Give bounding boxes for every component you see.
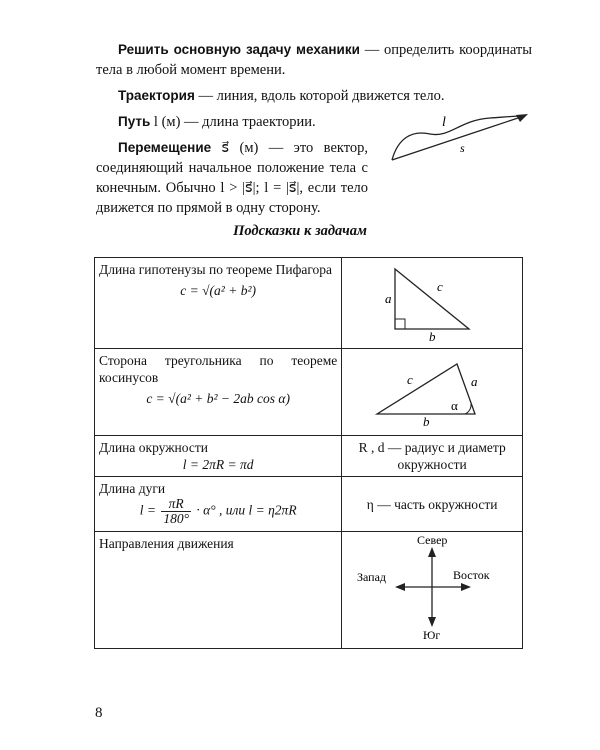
pythagoras-cell bbox=[95, 258, 342, 349]
arrow-east bbox=[461, 583, 471, 591]
page-number: 8 bbox=[95, 705, 103, 721]
label-east: Восток bbox=[453, 568, 490, 582]
right-triangle-figure bbox=[357, 261, 507, 341]
paragraph-mechanics-task: Решить основную задачу механики — определить координаты тела в любой момент времени. bbox=[96, 42, 532, 78]
arc-fraction bbox=[161, 497, 191, 526]
circumference-text: Длина окружности bbox=[99, 440, 208, 455]
hints-table bbox=[94, 257, 523, 649]
trajectory-label-l: l bbox=[442, 115, 446, 130]
label-north: Север bbox=[417, 535, 448, 547]
cosines-formula: c = √(a² + b² − 2ab cos α) bbox=[146, 391, 290, 406]
row-directions bbox=[95, 532, 523, 649]
arc-formula bbox=[99, 497, 337, 526]
pythagoras-formula: c = √(a² + b²) bbox=[180, 283, 256, 298]
pythagoras-text: Длина гипотенузы по теореме Пифагора bbox=[99, 262, 333, 277]
label-south: Юг bbox=[423, 628, 441, 641]
arc-fraction-numerator: πR bbox=[161, 497, 191, 512]
cosines-figure-cell bbox=[342, 349, 523, 436]
paragraph-trajectory: Траектория — линия, вдоль которой движется тело. bbox=[118, 88, 445, 104]
label-west: Запад bbox=[357, 570, 387, 584]
label-c: c bbox=[407, 372, 413, 387]
directions-text: Направления движения bbox=[99, 536, 234, 551]
circumference-note: R , d — радиус и диаметр окружности bbox=[358, 440, 506, 472]
cosines-text: Сторона треугольника по теореме косинусов bbox=[99, 353, 338, 385]
label-b: b bbox=[423, 414, 430, 428]
right-triangle bbox=[395, 269, 469, 329]
angle-alpha-arc bbox=[465, 404, 471, 414]
arc-cell bbox=[95, 477, 342, 532]
displacement-vector bbox=[392, 116, 524, 160]
label-a: a bbox=[385, 291, 392, 306]
hints-table-title: Подсказки к задачам bbox=[233, 223, 367, 239]
label-c: c bbox=[437, 279, 443, 294]
row-circumference bbox=[95, 436, 523, 477]
vector-arrowhead bbox=[516, 114, 528, 122]
row-arc bbox=[95, 477, 523, 532]
compass-figure bbox=[357, 535, 507, 641]
oblique-triangle bbox=[377, 364, 475, 414]
cosines-cell bbox=[95, 349, 342, 436]
pythagoras-figure-cell bbox=[342, 258, 523, 349]
row-cosines bbox=[95, 349, 523, 436]
trajectory-label-s: s⃗ bbox=[460, 141, 475, 155]
label-alpha: α bbox=[451, 398, 458, 413]
right-angle-mark bbox=[395, 319, 405, 329]
paragraph-path: Путь l (м) — длина траектории. bbox=[118, 114, 316, 130]
circumference-right-cell bbox=[342, 436, 523, 477]
arc-formula-prefix: l = bbox=[139, 502, 156, 518]
directions-cell bbox=[95, 532, 342, 649]
arc-formula-suffix: · α° , или l = η2πR bbox=[196, 502, 297, 518]
trajectory-diagram bbox=[390, 108, 530, 168]
arrow-south bbox=[428, 617, 436, 627]
oblique-triangle-figure bbox=[357, 352, 507, 428]
compass-cell bbox=[342, 532, 523, 649]
label-a: a bbox=[471, 374, 478, 389]
paragraph-displacement: Перемещение s⃗ (м) — это вектор, соединяющий начальное положение тела с конечным. Обычно l > |s⃗|; l = |s⃗|, если тело движется по прямой в одну сторону. bbox=[96, 140, 368, 216]
arrow-west bbox=[395, 583, 405, 591]
arc-fraction-denominator: 180° bbox=[163, 511, 189, 526]
arc-right-cell bbox=[342, 477, 523, 532]
circumference-cell bbox=[95, 436, 342, 477]
label-b: b bbox=[429, 329, 436, 341]
circumference-formula: l = 2πR = πd bbox=[182, 457, 254, 472]
arc-note: η — часть окружности bbox=[366, 496, 498, 512]
arrow-north bbox=[428, 547, 436, 557]
arc-text: Длина дуги bbox=[99, 481, 166, 496]
row-pythagoras bbox=[95, 258, 523, 349]
